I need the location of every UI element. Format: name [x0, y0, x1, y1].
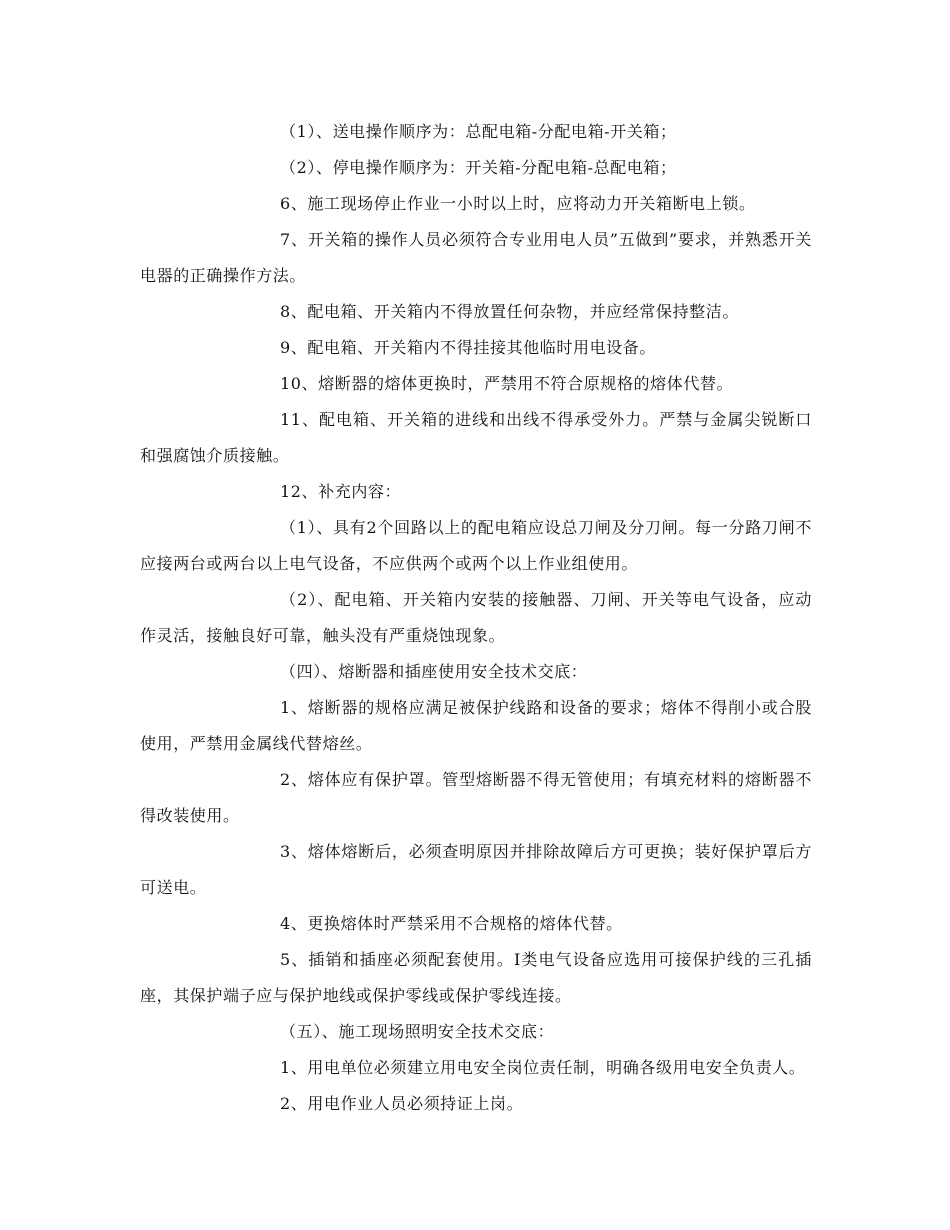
paragraph-fuse-rule-1: 1、熔断器的规格应满足被保护线路和设备的要求；熔体不得削小或合股使用，严禁用金属线代替熔丝。 — [140, 698, 812, 753]
paragraph-item-10: 10、熔断器的熔体更换时，严禁用不符合原规格的熔体代替。 — [280, 374, 734, 393]
paragraph-fuse-rule-3: 3、熔体熔断后，必须查明原因并排除故障后方可更换；装好保护罩后方可送电。 — [140, 842, 812, 897]
paragraph-fuse-rule-2: 2、熔体应有保护罩。管型熔断器不得无管使用；有填充材料的熔断器不得改装使用。 — [140, 770, 812, 825]
paragraph-power-off-sequence: （2）、停电操作顺序为：开关箱-分配电箱-总配电箱； — [280, 158, 677, 177]
paragraph-fuse-rule-4: 4、更换熔体时严禁采用不合规格的熔体代替。 — [280, 914, 623, 933]
paragraph-power-on-sequence: （1）、送电操作顺序为：总配电箱-分配电箱-开关箱； — [280, 122, 677, 141]
paragraph-item-6: 6、施工现场停止作业一小时以上时，应将动力开关箱断电上锁。 — [280, 194, 756, 213]
paragraph-fuse-rule-5: 5、插销和插座必须配套使用。Ⅰ类电气设备应选用可接保护线的三孔插座，其保护端子应与保护地线或保护零线或保护零线连接。 — [140, 950, 812, 1005]
paragraph-item-11: 11、配电箱、开关箱的进线和出线不得承受外力。严禁与金属尖锐断口和强腐蚀介质接触。 — [140, 410, 812, 465]
paragraph-item-9: 9、配电箱、开关箱内不得挂接其他临时用电设备。 — [280, 338, 656, 357]
paragraph-lighting-rule-2: 2、用电作业人员必须持证上岗。 — [280, 1094, 524, 1113]
section-heading-site-lighting: （五）、施工现场照明安全技术交底： — [280, 1022, 555, 1041]
document-body — [140, 114, 812, 1122]
paragraph-supplement-1: （1）、具有2个回路以上的配电箱应设总刀闸及分刀闸。每一分路刀闸不应接两台或两台以上电气设备，不应供两个或两个以上作业组使用。 — [140, 518, 812, 573]
paragraph-item-7: 7、开关箱的操作人员必须符合专业用电人员”五做到”要求，并熟悉开关电器的正确操作方法。 — [140, 230, 812, 285]
paragraph-item-12: 12、补充内容： — [280, 482, 402, 501]
paragraph-lighting-rule-1: 1、用电单位必须建立用电安全岗位责任制，明确各级用电安全负责人。 — [280, 1058, 806, 1077]
section-heading-fuses-sockets: （四）、熔断器和插座使用安全技术交底： — [280, 662, 588, 681]
paragraph-supplement-2: （2）、配电箱、开关箱内安装的接触器、刀闸、开关等电气设备，应动作灵活，接触良好可靠，触头没有严重烧蚀现象。 — [140, 590, 812, 645]
paragraph-item-8: 8、配电箱、开关箱内不得放置任何杂物，并应经常保持整洁。 — [280, 302, 739, 321]
